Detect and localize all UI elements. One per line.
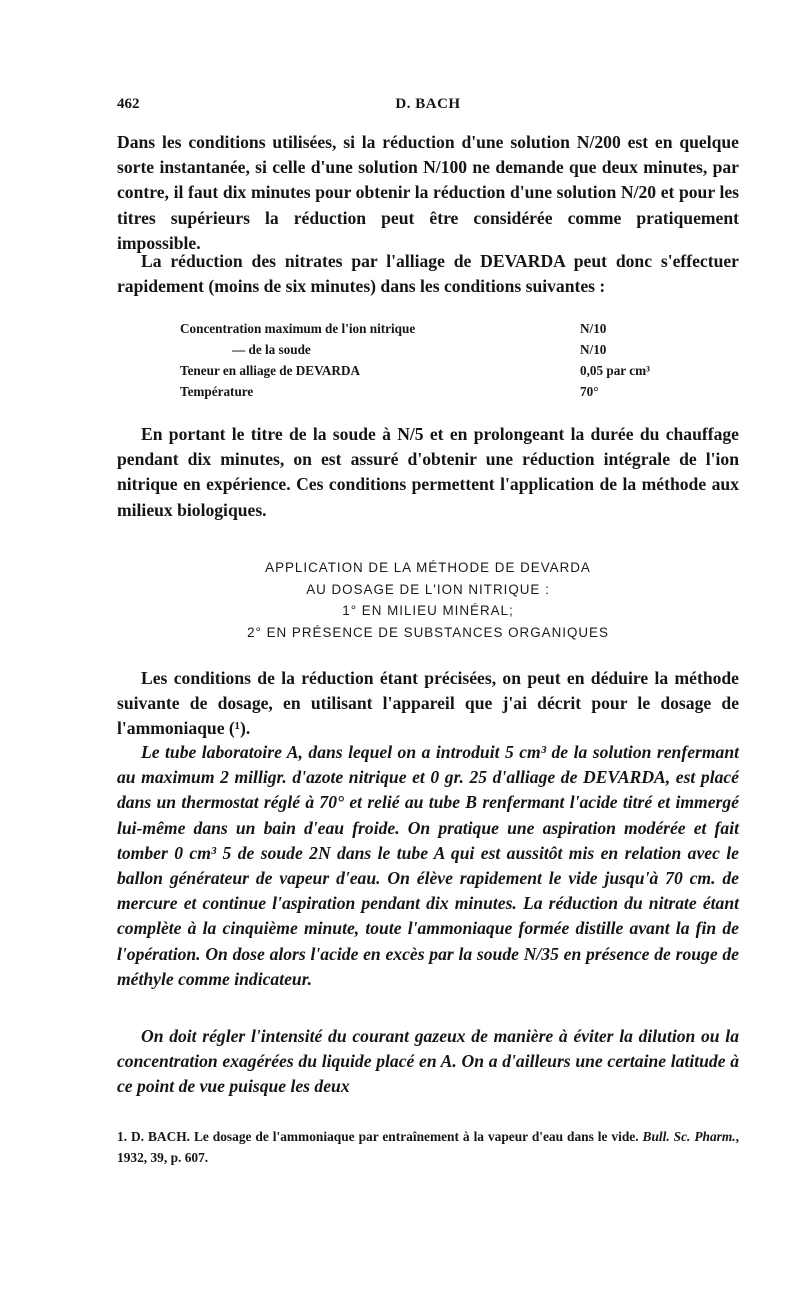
paragraph-3 <box>117 422 739 523</box>
page-number: 462 <box>117 96 140 112</box>
section-title <box>117 557 739 643</box>
condition-value: 70° <box>580 384 599 399</box>
condition-row <box>180 318 740 339</box>
section-title-line: 2° EN PRÉSENCE DE SUBSTANCES ORGANIQUES <box>247 624 609 640</box>
page-header <box>117 96 739 120</box>
condition-label: Teneur en alliage de DEVARDA <box>180 363 360 378</box>
conditions-list <box>180 318 740 402</box>
condition-label: Température <box>180 384 254 399</box>
section-title-line: 1° EN MILIEU MINÉRAL; <box>342 603 514 618</box>
condition-row <box>180 381 740 402</box>
paragraph-text: Dans les conditions utilisées, si la réduction d'une solution N/200 est en quelque sorte instantanée, si celle d'une solution N/100 ne demande que deux minutes, par contre, il faut dix minutes pour obtenir la réduction d'une solution N/20 et pour les titres supérieurs la réduction peut être considérée comme pratiquement impossible. <box>117 132 739 253</box>
paragraph-5 <box>117 740 739 992</box>
condition-label: Concentration maximum de l'ion nitrique <box>180 321 416 336</box>
running-head: D. BACH <box>395 96 461 112</box>
footnote-citation: , 1932, 39, p. 607. <box>117 1129 739 1165</box>
condition-label: — de la soude <box>232 342 311 357</box>
paragraph-text: La réduction des nitrates par l'alliage de DEVARDA peut donc s'effectuer rapidement (moins de six minutes) dans les conditions suivantes : <box>117 251 739 297</box>
paragraph-6 <box>117 1024 739 1100</box>
condition-row <box>180 339 740 360</box>
condition-value: 0,05 par cm³ <box>580 363 651 378</box>
paragraph-2 <box>117 249 739 299</box>
paragraph-text: Les conditions de la réduction étant précisées, on peut en déduire la méthode suivante de dosage, en utilisant l'appareil que j'ai décrit pour le dosage de l'ammoniaque (¹). <box>117 668 739 739</box>
paragraph-text: Le tube laboratoire A, dans lequel on a introduit 5 cm³ de la solution renfermant au maximum 2 milligr. d'azote nitrique et 0 gr. 25 d'alliage de DEVARDA, est placé dans un thermostat réglé à 70° et relié au tube B renfermant l'acide titré et immergé lui-même dans un bain d'eau froide. On pratique une aspiration modérée et fait tomber 0 cm³ 5 de soude 2N dans le tube A qui est aussitôt mis en relation avec le ballon générateur de vapeur d'eau. On élève rapidement le vide jusqu'à 70 cm. de mercure et continue l'aspiration pendant dix minutes. La réduction du nitrate étant complète à la cinquième minute, toute l'ammoniaque formée distille avant la fin de l'opération. On dose alors l'acide en excès par la soude N/35 en présence de rouge de méthyle comme indicateur. <box>117 742 739 989</box>
paragraph-1 <box>117 130 739 256</box>
paragraph-text: On doit régler l'intensité du courant gazeux de manière à éviter la dilution ou la concentration exagérées du liquide placé en A. On a d'ailleurs une certaine latitude à ce point de vue puisque les deux <box>117 1026 739 1097</box>
condition-row <box>180 360 740 381</box>
condition-value: N/10 <box>580 342 607 357</box>
section-title-line: AU DOSAGE DE L'ION NITRIQUE : <box>306 581 550 597</box>
paragraph-4 <box>117 666 739 742</box>
footnote <box>117 1126 739 1168</box>
paragraph-text: En portant le titre de la soude à N/5 et en prolongeant la durée du chauffage pendant dix minutes, on est assuré d'obtenir une réduction intégrale de l'ion nitrique en expérience. Ces conditions permettent l'application de la méthode aux milieux biologiques. <box>117 424 739 520</box>
footnote-text: 1. D. BACH. Le dosage de l'ammoniaque par entraînement à la vapeur d'eau dans le vide. <box>117 1129 639 1144</box>
section-title-line: APPLICATION DE LA MÉTHODE DE DEVARDA <box>265 560 591 575</box>
condition-value: N/10 <box>580 321 607 336</box>
footnote-journal: Bull. Sc. Pharm. <box>642 1129 736 1144</box>
